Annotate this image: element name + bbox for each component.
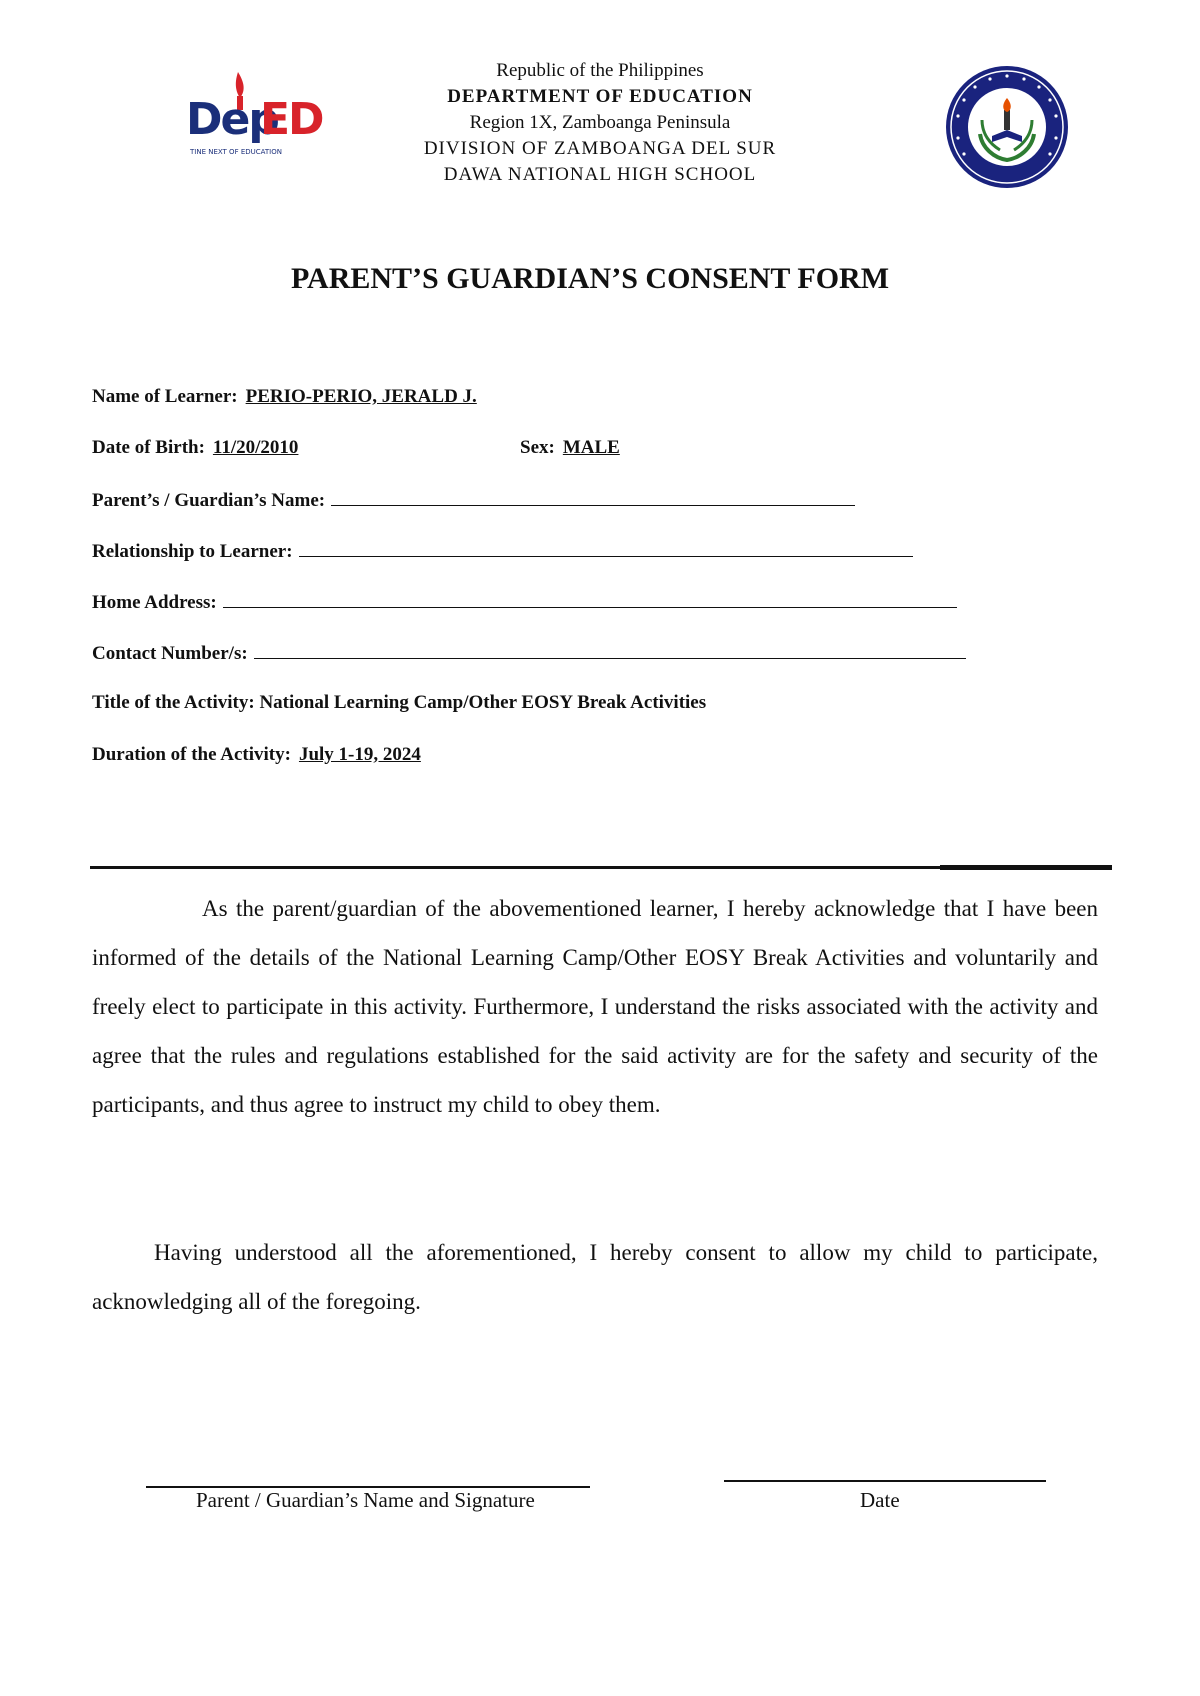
dob-label: Date of Birth: [92,437,205,458]
sex-label: Sex: [520,437,555,458]
learner-name-label: Name of Learner: [92,386,238,407]
field-learner-name [92,385,477,409]
field-activity-duration [92,743,421,767]
field-contact-number [92,640,966,666]
activity-title-label: Title of the Activity: [92,692,255,713]
date-signature-line[interactable] [724,1480,1046,1482]
field-date-of-birth [92,436,298,460]
guardian-name-label: Parent’s / Guardian’s Name: [92,490,326,511]
svg-text:Dep: Dep [186,94,278,145]
sex-value: MALE [562,437,620,458]
contact-number-label: Contact Number/s: [92,643,248,664]
deped-logo [186,68,323,168]
header-region: Region 1X, Zamboanga Peninsula [469,112,731,133]
date-label: Date [860,1488,900,1512]
school-seal-icon [944,64,1070,190]
consent-paragraph-1: As the parent/guardian of the abovementioned learner, I hereby acknowledge that I have been informed of the details of the National Learning Camp/Other EOSY Break Activities and voluntarily and freely elect to participate in this activity. Furthermore, I understand the risks associated with the activity and agree that the rules and regulations established for the said activity are for the safety and security of the participants, and thus agree to instruct my child to obey them. [92,896,1098,1117]
header-division: DIVISION OF ZAMBOANGA DEL SUR [423,138,777,159]
deped-tagline: TINE NEXT OF EDUCATION [190,148,282,156]
duration-value: July 1-19, 2024 [298,744,421,765]
activity-title-value: National Learning Camp/Other EOSY Break Activities [259,692,707,713]
relationship-blank[interactable] [299,538,913,557]
header-republic: Republic of the Philippines [496,60,704,81]
guardian-signature-label: Parent / Guardian’s Name and Signature [196,1488,535,1512]
dob-value: 11/20/2010 [212,437,299,458]
contact-number-blank[interactable] [254,640,966,659]
header-department: DEPARTMENT OF EDUCATION [447,86,753,107]
letterhead [340,58,860,188]
relationship-label: Relationship to Learner: [92,541,293,562]
field-guardian-name [92,487,855,513]
header-school: DAWA NATIONAL HIGH SCHOOL [443,164,757,185]
field-relationship [92,538,913,564]
learner-name-value: PERIO-PERIO, JERALD J. [245,386,477,407]
field-sex [520,436,620,460]
duration-label: Duration of the Activity: [92,744,291,765]
home-address-label: Home Address: [92,592,217,613]
svg-text:ED: ED [260,94,323,145]
consent-paragraph-2: Having understood all the aforementioned, I hereby consent to allow my child to participate, acknowledging all of the foregoing. [92,1240,1098,1314]
field-activity-title [92,691,706,715]
field-home-address [92,589,957,615]
form-title: PARENT’S GUARDIAN’S CONSENT FORM [290,262,890,295]
section-divider-accent [940,865,1112,870]
home-address-blank[interactable] [223,589,957,608]
guardian-name-blank[interactable] [331,487,855,506]
